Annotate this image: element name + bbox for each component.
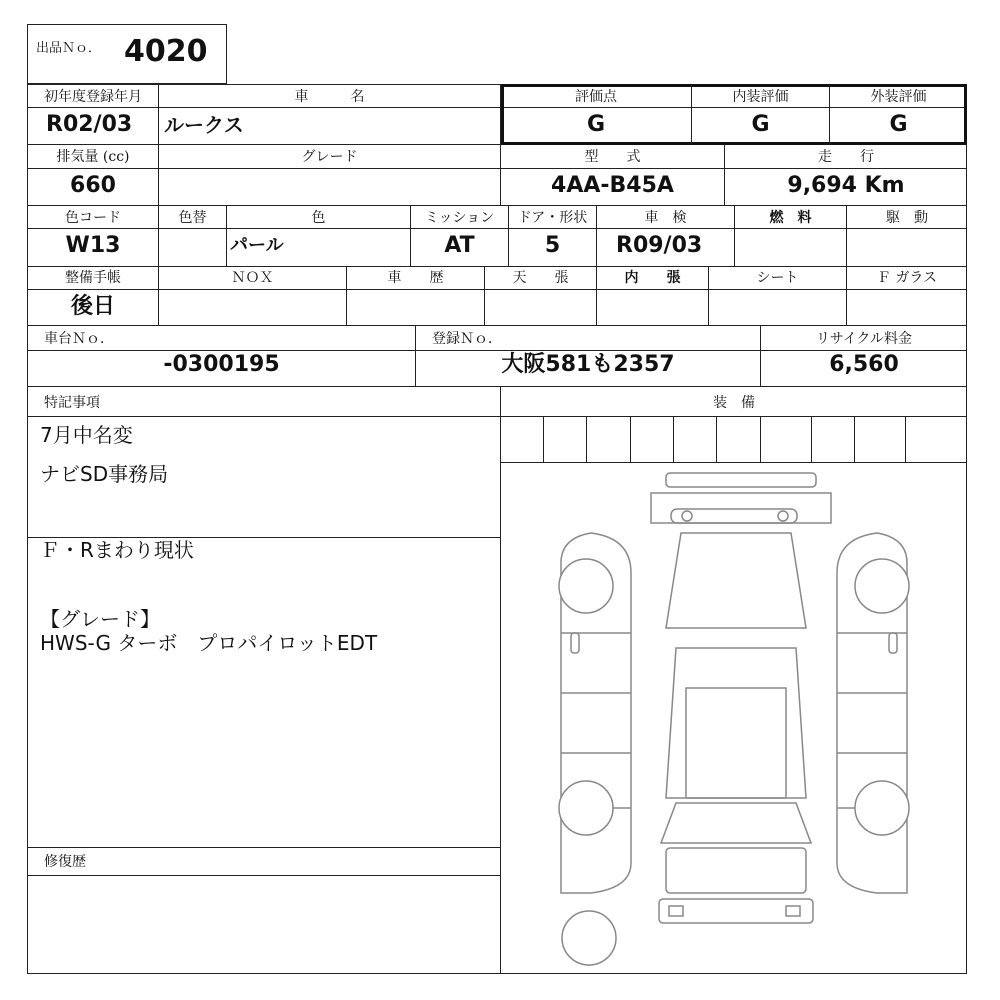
notes-line-3: Ｆ・Rまわり現状 — [40, 538, 194, 562]
transmission-value: AT — [444, 233, 475, 258]
first-reg-label: 初年度登録年月 — [44, 89, 142, 105]
chassis-value: -0300195 — [163, 352, 280, 377]
score-value: G — [586, 112, 606, 137]
equipment-label: 装 備 — [713, 395, 755, 411]
inspection-value: R09/03 — [616, 233, 703, 258]
roof — [666, 648, 806, 798]
chassis-label: 車台Ｎｏ． — [44, 331, 114, 347]
model-value: 4AA-B45A — [551, 173, 674, 198]
history-label: 車 歴 — [387, 270, 444, 286]
notes-line-5: HWS-G ターボ プロパイロットEDT — [40, 631, 378, 655]
registration-value: 大阪581も2357 — [501, 352, 675, 377]
notes-line-1: 7月中名変 — [40, 423, 133, 447]
color-code-label: 色コード — [65, 210, 121, 226]
windshield — [666, 533, 806, 628]
registration-label: 登録Ｎｏ． — [432, 331, 502, 347]
displacement-label: 排気量 (cc) — [56, 149, 130, 165]
rear-bumper — [659, 899, 813, 923]
exterior-label: 外装評価 — [870, 89, 927, 105]
nox-label: ＮＯＸ — [231, 270, 274, 286]
spare-wheel — [562, 911, 616, 965]
first-reg-value: R02/03 — [46, 112, 133, 137]
color-label: 色 — [311, 210, 326, 226]
rear-panel — [666, 848, 806, 893]
front-bumper — [666, 473, 816, 487]
displacement-value: 660 — [70, 173, 116, 198]
interior-label: 内装評価 — [732, 89, 789, 105]
maintenance-label: 整備手帳 — [65, 270, 121, 286]
wheel-front-left — [559, 559, 613, 613]
sunroof-label: 天 張 — [512, 270, 569, 286]
car-body-diagram — [501, 463, 967, 973]
grade-label: グレード — [301, 149, 358, 165]
recycle-label: リサイクル料金 — [815, 331, 913, 347]
inspection-label: 車 検 — [644, 210, 687, 226]
color-code-value: W13 — [65, 233, 121, 258]
score-label: 評価点 — [575, 89, 617, 105]
lot-number-label: 出品Ｎｏ． — [36, 41, 102, 56]
notes-label: 特記事項 — [44, 395, 100, 411]
wheel-rear-left — [559, 781, 613, 835]
notes-line-4: 【グレード】 — [40, 607, 160, 631]
doors-label: ドア・形状 — [517, 210, 588, 226]
drive-label: 駆 動 — [886, 210, 928, 226]
color-change-label: 色替 — [178, 210, 207, 226]
color-value: パール — [230, 235, 284, 256]
car-name-value: ルークス — [164, 113, 244, 137]
rear-glass — [661, 803, 811, 843]
wheel-rear-right — [855, 781, 909, 835]
car-name-label: 車 名 — [294, 89, 365, 105]
mileage-label: 走 行 — [818, 149, 874, 165]
mileage-value: 9,694 Km — [787, 173, 905, 198]
exterior-value: G — [889, 112, 908, 137]
seat-label: シート — [756, 270, 799, 286]
f-glass-label: Ｆ ガラス — [876, 270, 938, 286]
interior-cover-label: 内 張 — [624, 270, 681, 286]
fuel-label: 燃 料 — [769, 210, 812, 226]
interior-value: G — [751, 112, 770, 137]
notes-line-2: ナビSD事務局 — [40, 462, 169, 486]
maintenance-value: 後日 — [70, 294, 115, 319]
front-roof-outline — [651, 493, 831, 523]
wheel-front-right — [855, 559, 909, 613]
doors-value: 5 — [544, 233, 561, 258]
lot-number: 4020 — [124, 34, 208, 69]
transmission-label: ミッション — [424, 210, 495, 226]
recycle-value: 6,560 — [829, 352, 899, 377]
repair-history-label: 修復歴 — [44, 854, 86, 870]
model-label: 型 式 — [584, 149, 641, 165]
